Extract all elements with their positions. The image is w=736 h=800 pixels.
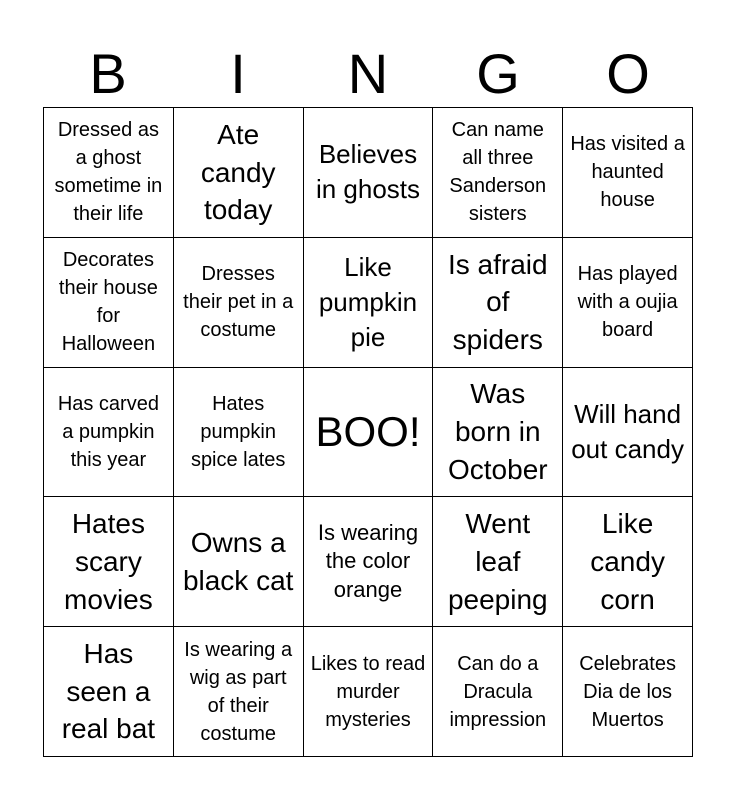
bingo-board <box>43 107 693 757</box>
bingo-header <box>43 40 693 108</box>
header-letter-g: G <box>476 42 520 105</box>
bingo-cell[interactable]: Likes to read murder mysteries <box>304 627 434 757</box>
bingo-cell[interactable]: Is afraid of spiders <box>433 238 563 368</box>
header-letter-n: N <box>347 42 389 105</box>
bingo-cell[interactable]: Hates scary movies <box>44 497 174 627</box>
bingo-cell[interactable]: Will hand out candy <box>563 368 693 498</box>
bingo-cell[interactable]: Believes in ghosts <box>304 108 434 238</box>
header-letter-b: B <box>89 42 127 105</box>
free-space-cell[interactable]: BOO! <box>304 368 434 498</box>
bingo-cell[interactable]: Dresses their pet in a costume <box>174 238 304 368</box>
bingo-cell[interactable]: Has visited a haunted house <box>563 108 693 238</box>
bingo-cell[interactable]: Dressed as a ghost sometime in their life <box>44 108 174 238</box>
bingo-cell[interactable]: Owns a black cat <box>174 497 304 627</box>
bingo-cell[interactable]: Has seen a real bat <box>44 627 174 757</box>
bingo-cell[interactable]: Ate candy today <box>174 108 304 238</box>
bingo-cell[interactable]: Hates pumpkin spice lates <box>174 368 304 498</box>
bingo-cell[interactable]: Has carved a pumpkin this year <box>44 368 174 498</box>
bingo-cell[interactable]: Has played with a oujia board <box>563 238 693 368</box>
bingo-cell[interactable]: Was born in October <box>433 368 563 498</box>
bingo-cell[interactable]: Celebrates Dia de los Muertos <box>563 627 693 757</box>
bingo-cell[interactable]: Like candy corn <box>563 497 693 627</box>
bingo-cell[interactable]: Went leaf peeping <box>433 497 563 627</box>
bingo-cell[interactable]: Decorates their house for Halloween <box>44 238 174 368</box>
bingo-cell[interactable]: Is wearing a wig as part of their costume <box>174 627 304 757</box>
bingo-cell[interactable]: Can name all three Sanderson sisters <box>433 108 563 238</box>
header-letter-o: O <box>606 42 650 105</box>
header-letter-i: I <box>230 42 246 105</box>
bingo-cell[interactable]: Like pumpkin pie <box>304 238 434 368</box>
bingo-cell[interactable]: Can do a Dracula impression <box>433 627 563 757</box>
bingo-cell[interactable]: Is wearing the color orange <box>304 497 434 627</box>
